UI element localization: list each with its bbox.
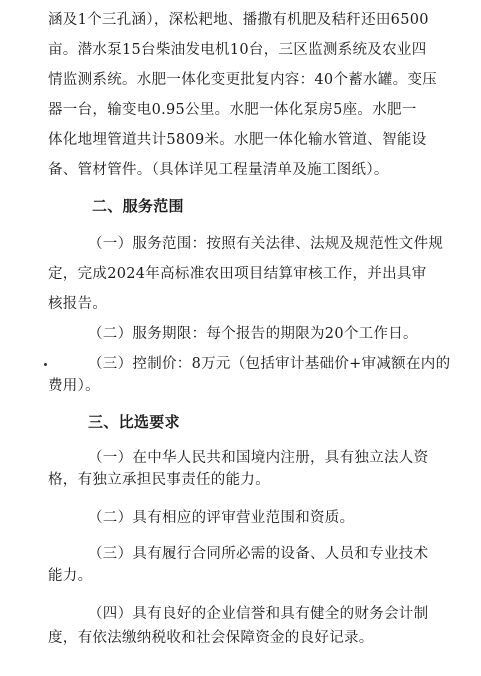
paragraph-line: 核报告。 — [48, 296, 108, 312]
scan-speck — [44, 363, 47, 366]
body-text-line: 情监测系统。水肥一体化变更批复内容：40个蓄水罐。变压 — [48, 72, 438, 88]
paragraph-line: （三）控制价：8万元（包括审计基础价+审减额在内的 — [88, 356, 451, 372]
paragraph-line: 格，有独立承担民事责任的能力。 — [48, 472, 270, 488]
body-text-line: 亩。潜水泵15台柴油发电机10台，三区监测系统及农业四 — [48, 42, 427, 58]
body-text-line: 器一台，输变电0.95公里。水肥一体化泵房5座。水肥一 — [48, 102, 417, 118]
body-text-line: 备、管材管件。（具体详见工程量清单及施工图纸）。 — [48, 162, 389, 178]
section-heading-requirements: 三、比选要求 — [88, 413, 180, 431]
paragraph-line: 度，有依法缴纳税收和社会保障资金的良好记录。 — [48, 630, 374, 646]
paragraph-line: （四）具有良好的企业信誉和具有健全的财务会计制 — [88, 606, 429, 622]
paragraph-line: （一）服务范围：按照有关法律、法规及规范性文件规 — [88, 236, 444, 252]
paragraph-line: 定，完成2024年高标准农田项目结算审核工作，并出具审 — [48, 266, 427, 282]
paragraph-line: 能力。 — [48, 568, 93, 584]
paragraph-line: （三）具有履行合同所必需的设备、人员和专业技术 — [88, 546, 429, 562]
paragraph-line: （二）服务期限：每个报告的期限为20个工作日。 — [88, 326, 418, 342]
paragraph-line: （一）在中华人民共和国境内注册，具有独立法人资 — [88, 450, 429, 466]
section-heading-scope: 二、服务范围 — [92, 197, 184, 215]
paragraph-line: 费用）。 — [48, 378, 100, 394]
body-text-line: 体化地埋管道共计5809米。水肥一体化输水管道、智能设 — [48, 132, 427, 148]
paragraph-line: （二）具有相应的评审营业范围和资质。 — [88, 510, 355, 526]
body-text-line: 涵及1个三孔涵），深松耙地、播撒有机肥及秸秆还田6500 — [48, 12, 429, 28]
